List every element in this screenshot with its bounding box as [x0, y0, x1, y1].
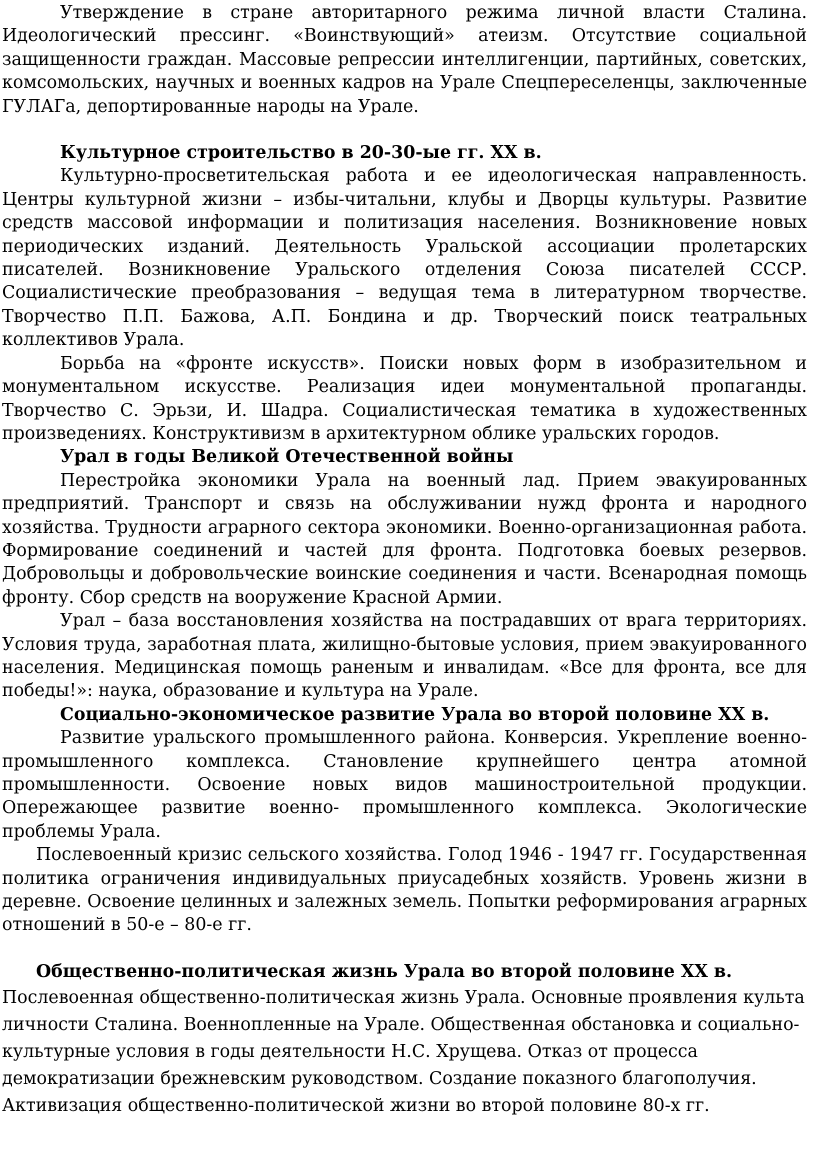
paragraph-restoration-base: Урал – база восстановления хозяйства на пострадавших от врага территориях. Условия труда, заработная плата, жилищно-бытовые условия, прием эвакуированного населения. Медицинская помощь раненым и инвалидам. «Все для фронта, все для победы!»: наука, образование и культура на Урале. — [2, 611, 807, 702]
heading-socio-political-life: Общественно-политическая жизнь Урала во второй половине XX в. — [36, 961, 733, 982]
paragraph-stalin-regime: Утверждение в стране авторитарного режима личной власти Сталина. Идеологический прессинг. «Воинствующий» атеизм. Отсутствие социальной защищенности граждан. Массовые репрессии интеллигенции, партийных, советских, комсомольских, научных и военных кадров на Урале Спецпереселенцы, заключенные ГУЛАГа, депортированные народы на Урале. — [2, 3, 807, 117]
blank-line — [2, 119, 807, 142]
paragraph-postwar-politics: Послевоенная общественно-политическая жизнь Урала. Основные проявления культа личности Сталина. Военнопленные на Урале. Общественная обстановка и социально-культурные условия в годы деятельности Н.С. Хрущева. Отказ от процесса демократизации брежневским руководством. Создание показного благополучия. Активизация общественно-политической жизни во второй половине 80-х гг. — [2, 987, 805, 1116]
blank-line — [2, 938, 807, 960]
paragraph-art-front: Борьба на «фронте искусств». Поиски новых форм в изобразительном и монументальном искусстве. Реализация идеи монументальной пропаганды. Творчество С. Эрьзи, И. Шадра. Социалистическая тематика в художественных произведениях. Конструктивизм в архитектурном облике уральских городов. — [2, 353, 807, 444]
paragraph-agriculture-crisis: Послевоенный кризис сельского хозяйства. Голод 1946 - 1947 гг. Государственная политика ограничения индивидуальных приусадебных хозяйств. Уровень жизни в деревне. Освоение целинных и залежных земель. Попытки реформирования аграрных отношений в 50-е – 80-е гг. — [2, 845, 807, 936]
paragraph-war-economy: Перестройка экономики Урала на военный лад. Прием эвакуированных предприятий. Транспорт и связь на обслуживании нужд фронта и народного хозяйства. Трудности аграрного сектора экономики. Военно-организационная работа. Формирование соединений и частей для фронта. Подготовка боевых резервов. Добровольцы и добровольческие воинские соединения и части. Всенародная помощь фронту. Сбор средств на вооружение Красной Армии. — [2, 470, 807, 608]
heading-great-patriotic-war: Урал в годы Великой Отечественной войны — [60, 447, 514, 468]
heading-cultural-construction: Культурное строительство в 20-30-ые гг. XX в. — [60, 143, 542, 164]
paragraph-industrial-development: Развитие уральского промышленного района. Конверсия. Укрепление военно-промышленного комплекса. Становление крупнейшего центра атомной промышленности. Освоение новых видов машиностроительной продукции. Опережающее развитие военно- промышленного комплекса. Экологические проблемы Урала. — [2, 728, 807, 842]
heading-socio-economic-development: Социально-экономическое развитие Урала во второй половине XX в. — [60, 704, 770, 725]
paragraph-cultural-work: Культурно-просветительская работа и ее идеологическая направленность. Центры культурной жизни – избы-читальни, клубы и Дворцы культуры. Развитие средств массовой информации и политизация населения. Возникновение новых периодических изданий. Деятельность Уральской ассоциации пролетарских писателей. Возникновение Уральского отделения Союза писателей СССР. Социалистические преобразования – ведущая тема в литературном творчестве. Творчество П.П. Бажова, А.П. Бондина и др. Творческий поиск театральных коллективов Урала. — [2, 166, 807, 351]
document-page — [2, 0, 807, 1120]
